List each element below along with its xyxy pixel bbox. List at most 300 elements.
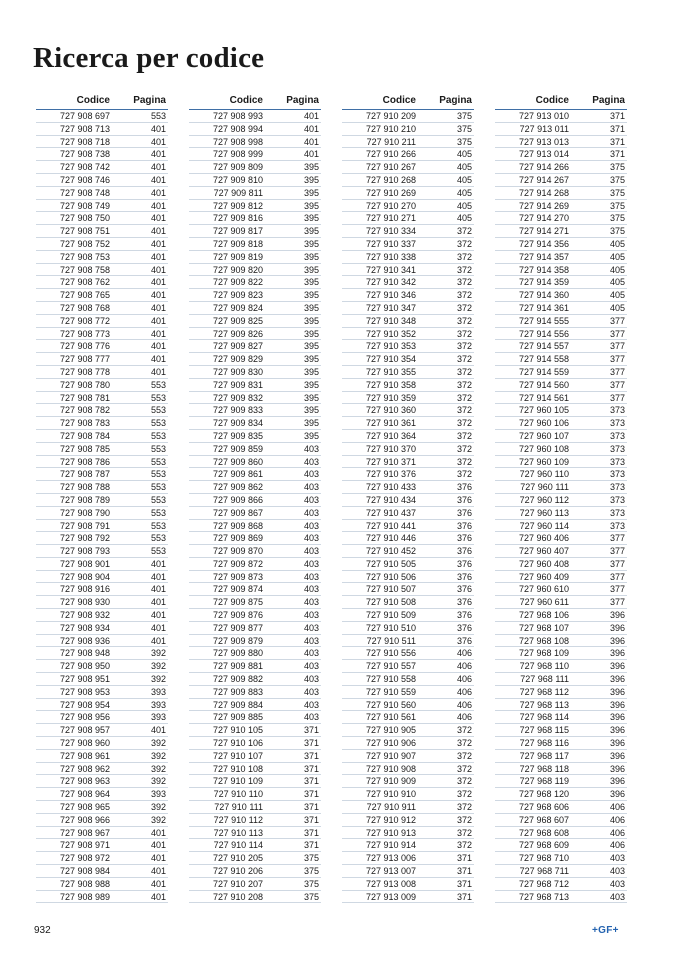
page-cell: 396: [609, 635, 625, 646]
page-cell: 372: [456, 430, 472, 441]
code-cell: 727 968 110: [519, 661, 569, 672]
page-cell: 395: [303, 328, 319, 339]
table-row: [495, 839, 627, 852]
table-row: [495, 238, 627, 251]
table-row: [36, 660, 168, 673]
code-cell: 727 914 561: [518, 392, 569, 403]
code-cell: 727 910 206: [212, 866, 263, 877]
page-cell: 405: [609, 277, 625, 288]
code-cell: 727 960 107: [518, 430, 569, 441]
code-cell: 727 908 951: [59, 674, 110, 685]
table-row: [495, 520, 627, 533]
page-cell: 401: [150, 610, 166, 621]
page-cell: 401: [150, 341, 166, 352]
table-row: [36, 596, 168, 609]
table-row: [495, 417, 627, 430]
code-cell: 727 910 913: [365, 827, 416, 838]
code-cell: 727 910 907: [365, 750, 416, 761]
code-cell: 727 910 906: [365, 738, 416, 749]
code-cell: 727 913 011: [519, 123, 569, 134]
page-cell: 377: [609, 571, 625, 582]
page-cell: 392: [150, 661, 166, 672]
header-pagina: Pagina: [133, 95, 166, 106]
page-cell: 403: [303, 597, 319, 608]
code-cell: 727 910 914: [365, 840, 416, 851]
table-row: [36, 136, 168, 149]
table-row: [495, 174, 627, 187]
page-cell: 401: [150, 174, 166, 185]
table-row: [189, 430, 321, 443]
code-cell: 727 910 112: [213, 814, 263, 825]
code-cell: 727 968 713: [518, 891, 569, 902]
page-cell: 377: [609, 379, 625, 390]
table-row: [189, 456, 321, 469]
code-cell: 727 914 269: [518, 200, 569, 211]
code-cell: 727 913 013: [518, 136, 569, 147]
code-cell: 727 910 348: [365, 315, 416, 326]
table-row: [36, 456, 168, 469]
page-cell: 406: [456, 661, 472, 672]
code-cell: 727 908 994: [212, 123, 263, 134]
table-row: [189, 699, 321, 712]
table-row: [36, 763, 168, 776]
page-cell: 373: [609, 418, 625, 429]
page-cell: 377: [609, 546, 625, 557]
page-cell: 372: [456, 379, 472, 390]
table-row: [495, 775, 627, 788]
page-cell: 376: [456, 584, 472, 595]
code-cell: 727 908 752: [59, 238, 110, 249]
code-cell: 727 910 359: [365, 392, 416, 403]
page-cell: 371: [303, 840, 319, 851]
page-cell: 373: [609, 405, 625, 416]
page-cell: 373: [609, 430, 625, 441]
table-row: [495, 366, 627, 379]
page-cell: 395: [303, 392, 319, 403]
table-row: [36, 187, 168, 200]
code-cell: 727 910 911: [366, 802, 416, 813]
code-cell: 727 908 930: [59, 597, 110, 608]
code-cell: 727 909 834: [212, 418, 263, 429]
table-row: [189, 763, 321, 776]
table-row: [189, 366, 321, 379]
page-cell: 392: [150, 750, 166, 761]
table-row: [36, 481, 168, 494]
table-row: [495, 699, 627, 712]
code-cell: 727 908 790: [59, 507, 110, 518]
code-cell: 727 909 874: [212, 584, 263, 595]
code-cell: 727 910 268: [365, 174, 416, 185]
table-row: [36, 647, 168, 660]
code-cell: 727 968 119: [519, 776, 569, 787]
table-row: [36, 238, 168, 251]
table-row: [342, 520, 474, 533]
page-cell: 372: [456, 290, 472, 301]
code-cell: 727 913 006: [365, 853, 416, 864]
page-cell: 372: [456, 725, 472, 736]
page-cell: 375: [456, 111, 472, 121]
code-cell: 727 910 557: [365, 661, 416, 672]
code-cell: 727 908 966: [59, 814, 110, 825]
page-cell: 372: [456, 840, 472, 851]
code-cell: 727 909 818: [212, 238, 263, 249]
table-row: [342, 161, 474, 174]
page-cell: 373: [609, 507, 625, 518]
page-cell: 403: [303, 661, 319, 672]
page-cell: 405: [609, 290, 625, 301]
page-title: Ricerca per codice: [33, 42, 265, 74]
page-cell: 393: [150, 686, 166, 697]
table-row: [342, 404, 474, 417]
code-cell: 727 910 341: [365, 264, 416, 275]
page-cell: 372: [456, 750, 472, 761]
table-row: [342, 827, 474, 840]
code-cell: 727 908 936: [59, 635, 110, 646]
page-cell: 376: [456, 546, 472, 557]
table-row: [495, 148, 627, 161]
table-row: [189, 775, 321, 788]
page-cell: 372: [456, 763, 472, 774]
table-row: [189, 328, 321, 341]
page-cell: 553: [150, 392, 166, 403]
code-cell: 727 908 965: [59, 802, 110, 813]
code-cell: 727 910 266: [365, 149, 416, 160]
code-cell: 727 908 791: [59, 520, 110, 531]
table-row: [342, 699, 474, 712]
code-cell: 727 960 111: [520, 482, 569, 493]
code-cell: 727 914 555: [518, 315, 569, 326]
table-row: [342, 878, 474, 891]
table-row: [495, 673, 627, 686]
code-cell: 727 910 208: [212, 891, 263, 902]
table-row: [495, 737, 627, 750]
code-cell: 727 914 556: [518, 328, 569, 339]
table-row: [495, 404, 627, 417]
code-cell: 727 968 118: [519, 763, 569, 774]
table-row: [495, 392, 627, 405]
page-cell: 377: [609, 328, 625, 339]
page-cell: 401: [150, 354, 166, 365]
page-cell: 406: [456, 712, 472, 723]
table-row: [189, 200, 321, 213]
code-cell: 727 908 998: [212, 136, 263, 147]
page-cell: 376: [456, 622, 472, 633]
table-row: [495, 456, 627, 469]
page-cell: 371: [303, 738, 319, 749]
page-cell: 371: [303, 789, 319, 800]
page-cell: 403: [303, 648, 319, 659]
code-cell: 727 908 989: [59, 891, 110, 902]
code-cell: 727 910 908: [365, 763, 416, 774]
page-cell: 395: [303, 213, 319, 224]
table-row: [36, 878, 168, 891]
page-cell: 403: [303, 622, 319, 633]
code-cell: 727 910 506: [365, 571, 416, 582]
table-row: [342, 264, 474, 277]
page-cell: 372: [456, 469, 472, 480]
table-row: [189, 788, 321, 801]
code-cell: 727 908 713: [59, 123, 110, 134]
code-cell: 727 908 783: [59, 418, 110, 429]
code-cell: 727 960 110: [519, 469, 569, 480]
code-cell: 727 910 271: [365, 213, 416, 224]
code-cell: 727 914 268: [518, 187, 569, 198]
table-row: [495, 136, 627, 149]
table-row: [36, 443, 168, 456]
page-cell: 401: [150, 840, 166, 851]
table-row: [342, 481, 474, 494]
page-cell: 376: [456, 520, 472, 531]
page-cell: 392: [150, 738, 166, 749]
code-cell: 727 968 710: [518, 853, 569, 864]
page-cell: 395: [303, 251, 319, 262]
page-cell: 395: [303, 430, 319, 441]
code-cell: 727 909 825: [212, 315, 263, 326]
code-cell: 727 909 876: [212, 610, 263, 621]
table-row: [495, 123, 627, 136]
code-cell: 727 908 768: [59, 302, 110, 313]
column-header: [189, 93, 321, 110]
page-cell: 392: [150, 674, 166, 685]
page-cell: 401: [150, 136, 166, 147]
page-cell: 403: [303, 443, 319, 454]
table-row: [342, 251, 474, 264]
table-row: [189, 801, 321, 814]
header-codice: Codice: [535, 95, 569, 106]
page-cell: 553: [150, 418, 166, 429]
page-cell: 376: [456, 597, 472, 608]
page-cell: 395: [303, 315, 319, 326]
table-row: [36, 750, 168, 763]
column-header: [342, 93, 474, 110]
code-cell: 727 908 748: [59, 187, 110, 198]
page-cell: 372: [456, 789, 472, 800]
table-row: [36, 801, 168, 814]
code-cell: 727 914 558: [518, 354, 569, 365]
code-cell: 727 910 346: [365, 290, 416, 301]
page-cell: 377: [609, 354, 625, 365]
code-cell: 727 910 437: [365, 507, 416, 518]
table-row: [495, 558, 627, 571]
code-cell: 727 910 560: [365, 699, 416, 710]
table-row: [189, 340, 321, 353]
table-row: [189, 647, 321, 660]
table-row: [342, 635, 474, 648]
page-cell: 401: [303, 123, 319, 134]
code-cell: 727 908 773: [59, 328, 110, 339]
code-cell: 727 909 868: [212, 520, 263, 531]
table-row: [189, 238, 321, 251]
table-row: [342, 545, 474, 558]
code-cell: 727 908 792: [59, 533, 110, 544]
code-cell: 727 914 557: [518, 341, 569, 352]
table-row: [189, 302, 321, 315]
table-row: [342, 353, 474, 366]
code-cell: 727 910 353: [365, 341, 416, 352]
page-number: 932: [34, 925, 51, 936]
table-row: [189, 251, 321, 264]
table-row: [342, 583, 474, 596]
code-cell: 727 968 114: [519, 712, 569, 723]
table-row: [495, 596, 627, 609]
table-row: [189, 891, 321, 904]
table-row: [189, 225, 321, 238]
code-cell: 727 910 452: [365, 546, 416, 557]
code-cell: 727 968 116: [519, 738, 569, 749]
code-cell: 727 910 209: [365, 111, 416, 121]
code-cell: 727 913 008: [365, 878, 416, 889]
table-row: [36, 788, 168, 801]
code-cell: 727 960 106: [518, 418, 569, 429]
page-cell: 371: [609, 136, 625, 147]
code-cell: 727 909 883: [212, 686, 263, 697]
code-cell: 727 910 446: [365, 533, 416, 544]
table-row: [495, 430, 627, 443]
table-row: [342, 737, 474, 750]
table-row: [189, 596, 321, 609]
page-cell: 372: [456, 392, 472, 403]
table-row: [495, 647, 627, 660]
page-cell: 396: [609, 738, 625, 749]
code-cell: 727 910 109: [212, 776, 263, 787]
table-row: [36, 328, 168, 341]
table-row: [189, 379, 321, 392]
code-cell: 727 908 793: [59, 546, 110, 557]
page-cell: 401: [150, 878, 166, 889]
code-cell: 727 910 434: [365, 494, 416, 505]
table-row: [495, 660, 627, 673]
page-cell: 375: [456, 123, 472, 134]
page-cell: 553: [150, 482, 166, 493]
table-row: [342, 302, 474, 315]
code-cell: 727 908 786: [59, 456, 110, 467]
code-cell: 727 910 909: [365, 776, 416, 787]
table-row: [36, 737, 168, 750]
code-cell: 727 960 408: [518, 558, 569, 569]
page-cell: 377: [609, 533, 625, 544]
code-cell: 727 908 751: [59, 226, 110, 237]
table-row: [36, 200, 168, 213]
table-row: [495, 200, 627, 213]
code-cell: 727 960 109: [518, 456, 569, 467]
code-cell: 727 913 010: [518, 111, 569, 121]
table-row: [342, 200, 474, 213]
code-cell: 727 960 105: [518, 405, 569, 416]
table-row: [36, 865, 168, 878]
page-cell: 371: [456, 866, 472, 877]
code-cell: 727 908 932: [59, 610, 110, 621]
page-cell: 401: [150, 891, 166, 902]
code-cell: 727 968 113: [519, 699, 569, 710]
code-cell: 727 910 561: [365, 712, 416, 723]
page-cell: 395: [303, 379, 319, 390]
table-row: [495, 724, 627, 737]
table-row: [495, 827, 627, 840]
table-row: [36, 545, 168, 558]
page-cell: 375: [303, 853, 319, 864]
code-cell: 727 909 830: [212, 366, 263, 377]
page-cell: 375: [609, 200, 625, 211]
page-cell: 396: [609, 763, 625, 774]
code-cell: 727 914 361: [518, 302, 569, 313]
table-row: [36, 583, 168, 596]
header-pagina: Pagina: [439, 95, 472, 106]
page-cell: 371: [609, 123, 625, 134]
code-cell: 727 909 859: [212, 443, 263, 454]
table-row: [342, 571, 474, 584]
table-row: [342, 673, 474, 686]
page-cell: 372: [456, 238, 472, 249]
header-pagina: Pagina: [592, 95, 625, 106]
page-cell: 375: [609, 226, 625, 237]
code-cell: 727 909 824: [212, 302, 263, 313]
table-row: [36, 711, 168, 724]
table-row: [189, 404, 321, 417]
code-cell: 727 968 108: [518, 635, 569, 646]
table-row: [495, 494, 627, 507]
table-row: [36, 212, 168, 225]
page-cell: 372: [456, 302, 472, 313]
table-row: [189, 571, 321, 584]
header-codice: Codice: [229, 95, 263, 106]
code-cell: 727 909 873: [212, 571, 263, 582]
page-cell: 395: [303, 277, 319, 288]
page-cell: 405: [609, 251, 625, 262]
page-cell: 372: [456, 264, 472, 275]
page-cell: 375: [609, 162, 625, 173]
code-cell: 727 909 861: [212, 469, 263, 480]
index-column: [342, 93, 474, 903]
code-cell: 727 909 879: [212, 635, 263, 646]
page-cell: 376: [456, 571, 472, 582]
page-cell: 395: [303, 238, 319, 249]
column-header: [495, 93, 627, 110]
page-cell: 401: [150, 213, 166, 224]
table-row: [36, 123, 168, 136]
code-cell: 727 910 371: [365, 456, 416, 467]
table-row: [495, 891, 627, 904]
code-cell: 727 908 788: [59, 482, 110, 493]
code-cell: 727 910 347: [365, 302, 416, 313]
page-cell: 401: [303, 136, 319, 147]
page-cell: 401: [150, 597, 166, 608]
page-cell: 406: [609, 827, 625, 838]
code-cell: 727 908 984: [59, 866, 110, 877]
table-row: [495, 711, 627, 724]
table-row: [495, 212, 627, 225]
table-row: [342, 315, 474, 328]
table-row: [36, 174, 168, 187]
table-row: [189, 315, 321, 328]
table-row: [342, 686, 474, 699]
table-row: [495, 622, 627, 635]
page-cell: 372: [456, 277, 472, 288]
code-cell: 727 908 988: [59, 878, 110, 889]
table-row: [189, 583, 321, 596]
page-cell: 371: [456, 891, 472, 902]
code-cell: 727 908 750: [59, 213, 110, 224]
table-row: [495, 225, 627, 238]
page-cell: 403: [303, 469, 319, 480]
code-cell: 727 909 866: [212, 494, 263, 505]
page-cell: 393: [150, 699, 166, 710]
page-cell: 396: [609, 686, 625, 697]
page-cell: 403: [303, 456, 319, 467]
page-cell: 553: [150, 379, 166, 390]
page-cell: 401: [150, 302, 166, 313]
page-cell: 395: [303, 226, 319, 237]
page-cell: 395: [303, 354, 319, 365]
